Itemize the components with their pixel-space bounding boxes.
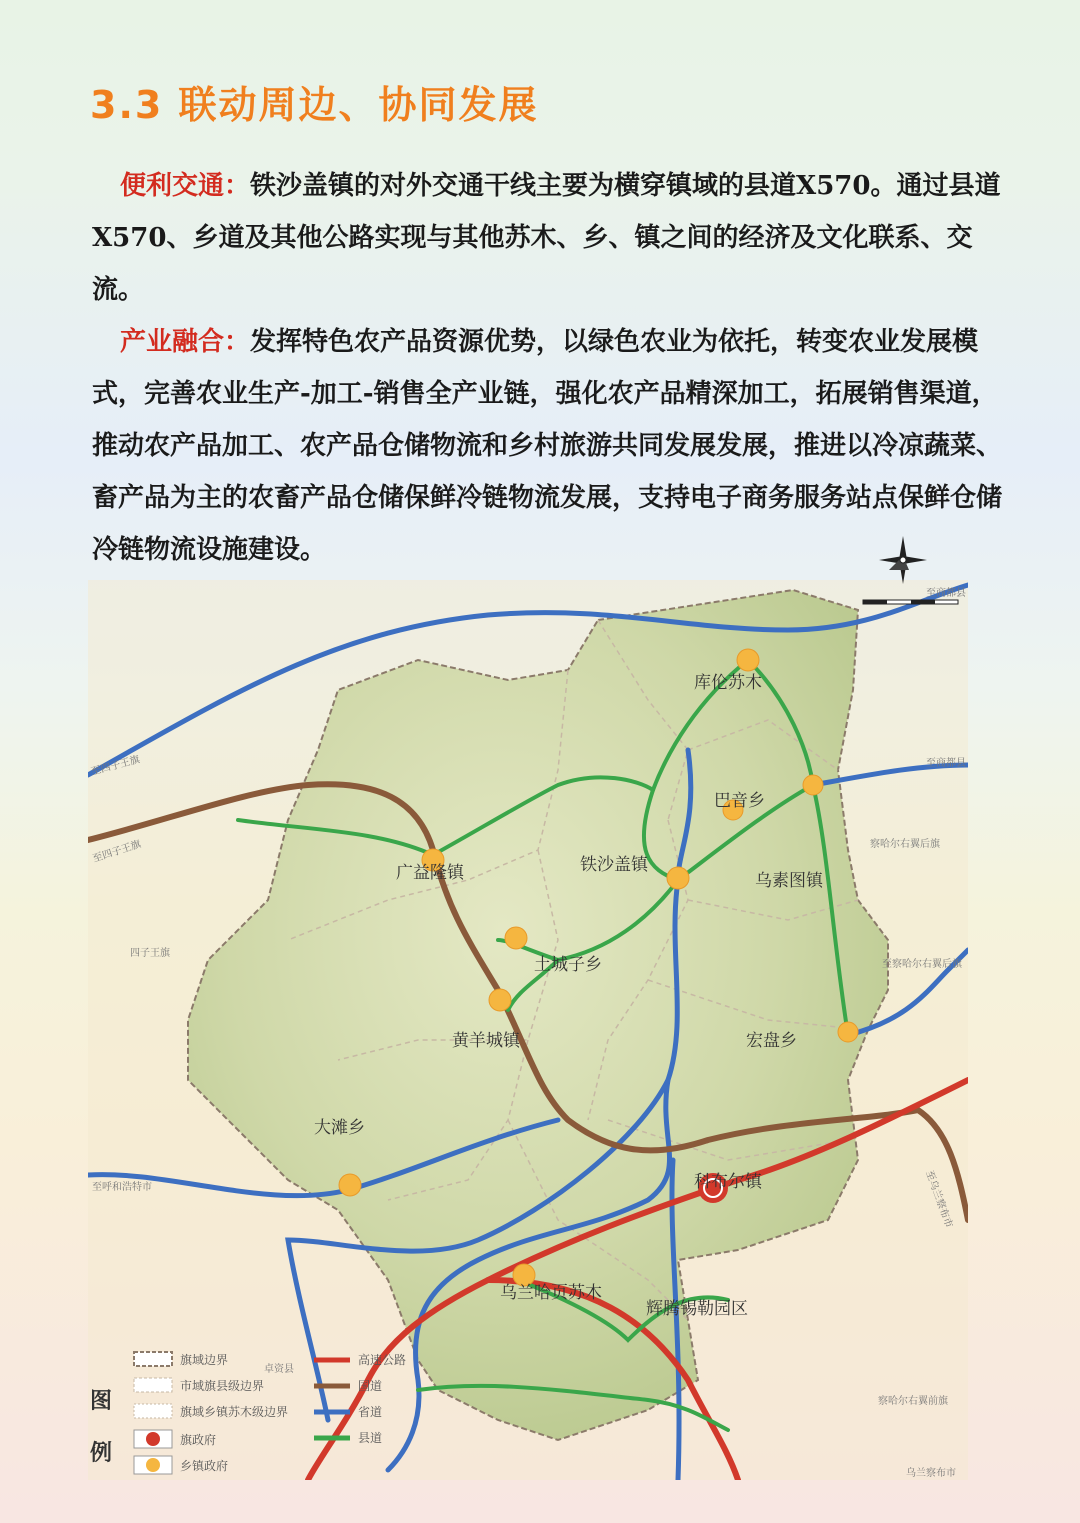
label-zhi-siziwang-2: 至四子王旗 [91,838,143,865]
label-tuchengzi: 土城子乡 [534,955,602,975]
marker-huangyangcheng [489,989,511,1011]
label-siziwang: 四子王旗 [130,948,170,959]
text-industry: 发挥特色农产品资源优势，以绿色农业为依托，转变农业发展模式，完善农业生产-加工-销售全产业链，强化农产品精深加工，拓展销售渠道，推动农产品加工、农产品仓储物流和乡村旅游共同发展发展，推进以冷凉蔬菜、畜产品为主的农畜产品仓储保鲜冷链物流发展，支持电子商务服务站点保鲜仓储冷链物流设施建设。 [92,327,1003,565]
label-chahaer-qianqi: 察哈尔右翼前旗 [878,1396,948,1407]
legend-swatch-banner-boundary [134,1352,172,1366]
marker-hongpan [838,1022,858,1042]
keyword-transport: 便利交通： [120,171,251,201]
label-zhi-chahaer-houqi: 至察哈尔右翼后旗 [882,959,962,970]
label-datan: 大滩乡 [314,1118,365,1138]
legend-label-expressway: 高速公路 [358,1353,407,1367]
marker-tuchengzi [505,927,527,949]
keyword-industry: 产业融合： [120,327,251,357]
label-wulanchabu: 乌兰察布市 [906,1468,956,1479]
legend-label-banner-boundary: 旗域边界 [180,1353,229,1367]
legend-label-banner-gov: 旗政府 [180,1433,217,1447]
label-zhi-shangdu2: 至商都县 [926,758,966,769]
marker-kulun [737,649,759,671]
label-wusutu: 乌素图镇 [755,871,823,891]
label-wulanhada: 乌兰哈页苏木 [500,1283,602,1303]
label-zhi-huhehaote: 至呼和浩特市 [92,1182,152,1193]
legend-label-provincial: 省道 [358,1405,383,1419]
label-kulun: 库伦苏木 [694,673,762,693]
label-kebuer: 科布尔镇 [694,1172,762,1192]
legend-title-1: 图 [90,1388,113,1414]
marker-tieshagai [667,867,689,889]
legend-label-town-gov: 乡镇政府 [180,1459,229,1473]
label-huiteng: 辉腾锡勒园区 [646,1299,748,1319]
marker-datan [339,1174,361,1196]
legend-label-county: 县道 [358,1431,383,1445]
label-zhi-siziwang-1: 至四子王旗 [89,754,142,778]
label-guangyilong: 广益隆镇 [396,863,464,883]
marker-bayin-east [803,775,823,795]
paragraph-transport [92,160,1002,316]
legend-title-2: 例 [90,1440,113,1466]
label-zhi-shangdu: 至商都县 [926,588,966,599]
legend-label-national: 国道 [358,1379,383,1393]
scale-bar [863,600,958,604]
label-hongpan: 宏盘乡 [746,1031,797,1051]
legend-swatch-city-boundary [134,1378,172,1392]
legend-banner-gov-icon [146,1432,160,1446]
legend-label-city-boundary: 市域旗县级边界 [180,1379,265,1393]
label-zhi-wulanchabu: 至乌兰察布市 [923,1169,955,1230]
text-transport: 铁沙盖镇的对外交通干线主要为横穿镇域的县道X570。通过县道X570、乡道及其他公路实现与其他苏木、乡、镇之间的经济及文化联系、交流。 [92,171,1001,305]
town-map [88,520,968,1480]
label-huangyangcheng: 黄羊城镇 [452,1031,520,1051]
label-zhuozi: 卓资县 [264,1364,294,1375]
page-title: 3.3 联动周边、协同发展 [90,83,539,127]
label-tieshagai: 铁沙盖镇 [580,855,648,875]
label-chahaer-houqi: 察哈尔右翼后旗 [870,839,940,850]
legend-swatch-town-boundary [134,1404,172,1418]
compass-icon [879,536,927,584]
label-bayin: 巴音乡 [714,791,765,811]
legend-label-town-boundary: 旗域乡镇苏木级边界 [180,1405,289,1419]
legend-town-gov-icon [146,1458,160,1472]
